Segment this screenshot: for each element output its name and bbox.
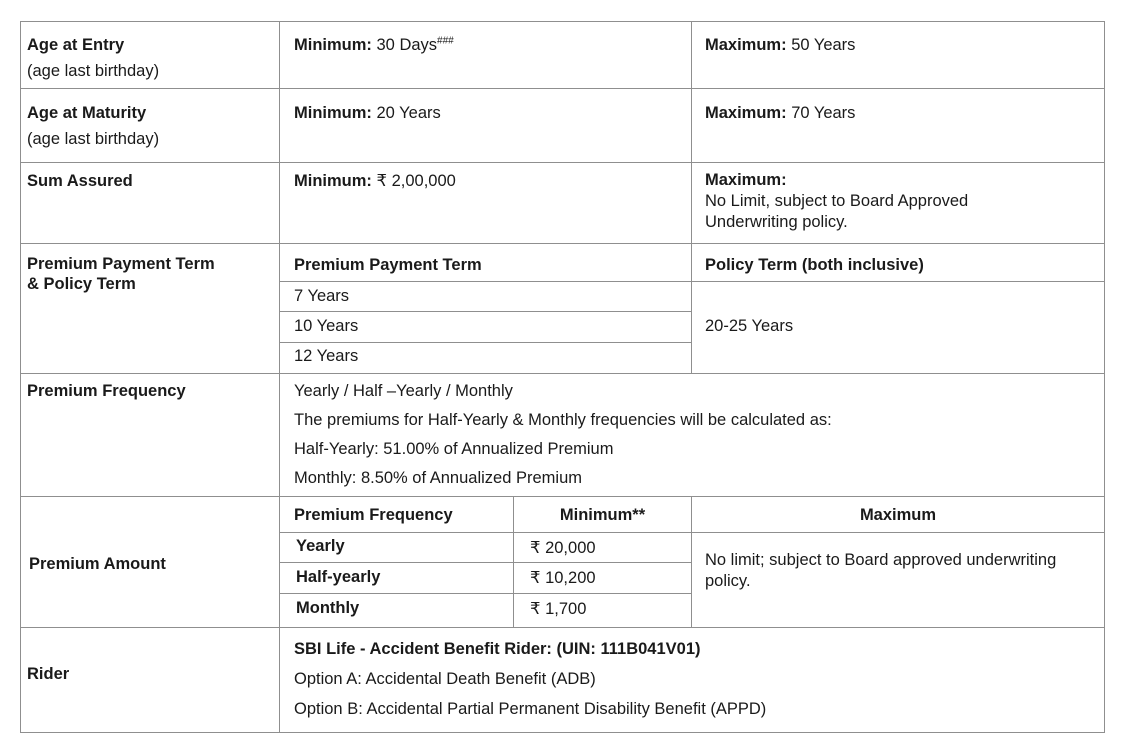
age-entry-label: Age at Entry bbox=[27, 36, 125, 54]
sum-assured-minimum: Minimum: ₹ 2,00,000 bbox=[294, 172, 456, 190]
ppt-label: Premium Payment Term & Policy Term bbox=[27, 255, 215, 293]
frequency-calculation-note: The premiums for Half-Yearly & Monthly frequencies will be calculated as: bbox=[294, 411, 832, 429]
amount-minimum-header: Minimum** bbox=[559, 506, 646, 524]
ppt-term-10: 10 Years bbox=[294, 317, 359, 335]
age-maturity-sublabel: (age last birthday) bbox=[27, 130, 160, 148]
policy-term-column-header: Policy Term (both inclusive) bbox=[705, 256, 924, 274]
rider-option-a: Option A: Accidental Death Benefit (ADB) bbox=[294, 670, 596, 688]
ppt-term-12: 12 Years bbox=[294, 347, 359, 365]
policy-features-table bbox=[20, 21, 1105, 733]
age-maturity-label-cell bbox=[27, 102, 159, 150]
premium-frequency-label: Premium Frequency bbox=[27, 382, 186, 400]
frequency-options: Yearly / Half –Yearly / Monthly bbox=[294, 382, 513, 400]
ppt-column-header: Premium Payment Term bbox=[294, 256, 482, 274]
age-entry-minimum: Minimum: 30 Days### bbox=[294, 35, 454, 54]
age-entry-maximum: Maximum: 50 Years bbox=[705, 36, 856, 54]
rider-label: Rider bbox=[27, 665, 70, 683]
age-maturity-maximum: Maximum: 70 Years bbox=[705, 104, 856, 122]
age-maturity-minimum: Minimum: 20 Years bbox=[294, 104, 441, 122]
amount-maximum-value: No limit; subject to Board approved underwriting policy. bbox=[705, 551, 1057, 590]
age-maturity-label: Age at Maturity bbox=[27, 104, 147, 122]
amount-row-monthly: Monthly bbox=[296, 599, 360, 617]
policy-term-value: 20-25 Years bbox=[705, 317, 794, 335]
amount-min-monthly: ₹ 1,700 bbox=[530, 600, 587, 618]
rider-title: SBI Life - Accident Benefit Rider: (UIN: 111B041V01) bbox=[294, 640, 701, 658]
amount-min-yearly: ₹ 20,000 bbox=[530, 539, 596, 557]
ppt-term-7: 7 Years bbox=[294, 287, 350, 305]
rider-option-b: Option B: Accidental Partial Permanent Disability Benefit (APPD) bbox=[294, 700, 767, 718]
premium-amount-label: Premium Amount bbox=[29, 555, 166, 573]
half-yearly-factor: Half-Yearly: 51.00% of Annualized Premium bbox=[294, 440, 614, 458]
premium-frequency-details bbox=[294, 380, 832, 496]
sum-assured-label: Sum Assured bbox=[27, 172, 133, 190]
footnote-marker: ### bbox=[437, 35, 454, 47]
sum-assured-maximum: Maximum: No Limit, subject to Board Approved Underwriting policy. bbox=[705, 171, 969, 231]
amount-maximum-header: Maximum bbox=[859, 506, 937, 524]
amount-row-half-yearly: Half-yearly bbox=[296, 568, 381, 586]
age-entry-sublabel: (age last birthday) bbox=[27, 62, 160, 80]
age-entry-label-cell bbox=[27, 34, 159, 82]
amount-frequency-header: Premium Frequency bbox=[294, 506, 453, 524]
amount-min-half-yearly: ₹ 10,200 bbox=[530, 569, 596, 587]
amount-row-yearly: Yearly bbox=[296, 537, 345, 555]
monthly-factor: Monthly: 8.50% of Annualized Premium bbox=[294, 469, 582, 487]
